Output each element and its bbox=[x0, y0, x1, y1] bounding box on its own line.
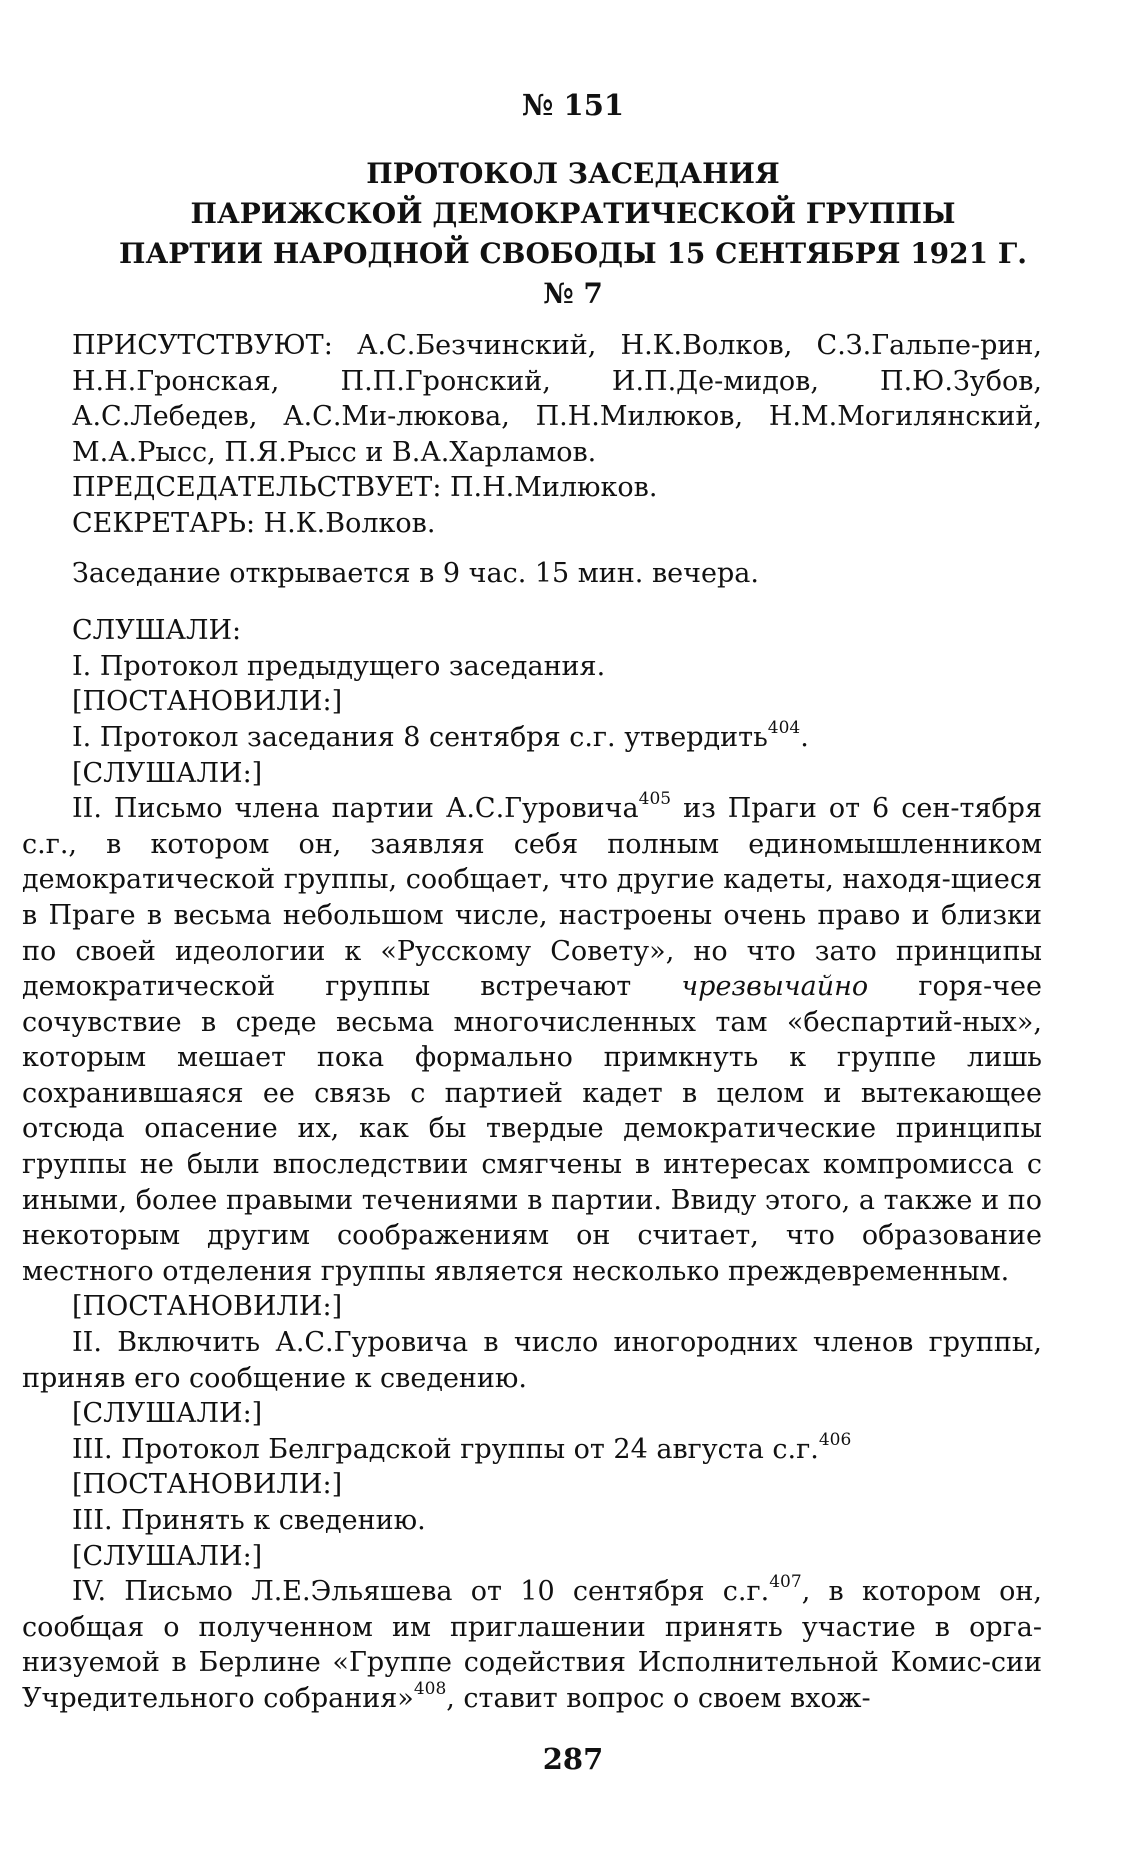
item-4-start: IV. Письмо Л.Е.Эльяшева от 10 сентября с.г. bbox=[72, 1576, 770, 1608]
agenda-item-4 bbox=[22, 1574, 1042, 1716]
secretary-line: СЕКРЕТАРЬ: Н.К.Волков. bbox=[72, 507, 436, 539]
item-2-start: II. Письмо члена партии А.С.Гуровича bbox=[72, 793, 639, 825]
resolved-label-1: [ПОСТАНОВИЛИ:] bbox=[72, 686, 343, 718]
decision-1: I. Протокол заседания 8 сентября с.г. утвердить$^{404}$. bbox=[72, 717, 809, 753]
footnote-ref-407: 407 bbox=[769, 1572, 802, 1593]
item-2-part-b: горя-чее сочувствие в среде весьма многочисленных там «беспартий-ных», которым мешает пока формально примкнуть к группе лишь сохранившаяся ее связь с партией кадет в целом и вытекающее отсюда опасение их, как бы твердые демократические принципы группы не были впоследствии смягчены в интересах компромисса с иными, более правыми течениями в партии. Ввиду этого, а также и по некоторым другим соображениям он считает, что образование местного отделения группы является несколько преждевременным. bbox=[22, 971, 1042, 1287]
title-line-2: ПАРИЖСКОЙ ДЕМОКРАТИЧЕСКОЙ ГРУППЫ bbox=[190, 197, 956, 230]
item-4-end: , ставит вопрос о своем вхож- bbox=[446, 1682, 871, 1714]
heard-label-3: [СЛУШАЛИ:] bbox=[72, 1398, 263, 1430]
item-2-italic: чрезвычайно bbox=[681, 971, 869, 1003]
resolved-label-2: [ПОСТАНОВИЛИ:] bbox=[72, 1291, 343, 1323]
agenda-item-2 bbox=[22, 791, 1042, 1289]
agenda-item-1: I. Протокол предыдущего заседания. bbox=[72, 650, 606, 682]
agenda-item-3 bbox=[22, 1429, 1042, 1468]
title-line-1: ПРОТОКОЛ ЗАСЕДАНИЯ bbox=[366, 157, 780, 190]
title-line-4: № 7 bbox=[543, 277, 603, 310]
resolved-label-3: [ПОСТАНОВИЛИ:] bbox=[72, 1469, 343, 1501]
footnote-ref-408: 408 bbox=[413, 1678, 447, 1699]
item-4-mid: , в котором он, сообщая о полученном им приглашении принять участие в орга-низуемой в Берлине «Группе содействия Исполнительной Комис-сии Учредительного собрания» bbox=[22, 1576, 1042, 1714]
heard-label-1: СЛУШАЛИ: bbox=[72, 615, 242, 647]
opening-line: Заседание открывается в 9 час. 15 мин. вечера. bbox=[72, 557, 759, 589]
item-2-part-a: из Праги от 6 сен-тября с.г., в котором он, заявляя себя полным единомышленником демократической группы, сообщает, что другие кадеты, находя-щиеся в Праге в весьма небольшом числе, настроены очень право и близки по своей идеологии к «Русскому Совету», но что зато принципы демократической группы встречают bbox=[22, 793, 1042, 1003]
decision-2: II. Включить А.С.Гуровича в число иногородних членов группы, приняв его сообщение к сведению. bbox=[22, 1327, 1042, 1394]
decision-3: III. Принять к сведению. bbox=[72, 1505, 426, 1536]
document-body bbox=[22, 328, 1042, 1717]
title-line-3: ПАРТИИ НАРОДНОЙ СВОБОДЫ 15 СЕНТЯБРЯ 1921 Г. bbox=[119, 237, 1027, 270]
footnote-ref-405: 405 bbox=[638, 789, 672, 810]
item-3-text: III. Протокол Белградской группы от 24 августа с.г. bbox=[72, 1433, 819, 1465]
footnote-ref-406: 406 bbox=[818, 1429, 852, 1450]
heard-label-4: [СЛУШАЛИ:] bbox=[72, 1540, 263, 1572]
decision-1-text: I. Протокол заседания 8 сентября с.г. утвердить bbox=[72, 721, 768, 753]
document-title bbox=[0, 154, 1146, 314]
heard-label-2: [СЛУШАЛИ:] bbox=[72, 757, 263, 789]
page-number: 287 bbox=[542, 1742, 604, 1776]
document-number: № 151 bbox=[521, 88, 625, 122]
present-list bbox=[22, 328, 1042, 470]
present-text: ПРИСУТСТВУЮТ: А.С.Безчинский, Н.К.Волков, С.З.Гальпе-рин, Н.Н.Гронская, П.П.Гронский, И.П.Де-мидов, П.Ю.Зубов, А.С.Лебедев, А.С.Ми-люкова, П.Н.Милюков, Н.М.Могилянский, М.А.Рысс, П.Я.Рысс и В.А.Харламов. bbox=[72, 330, 1042, 468]
footnote-ref-404: 404 bbox=[767, 717, 801, 738]
chairman-line: ПРЕДСЕДАТЕЛЬСТВУЕТ: П.Н.Милюков. bbox=[72, 472, 658, 504]
